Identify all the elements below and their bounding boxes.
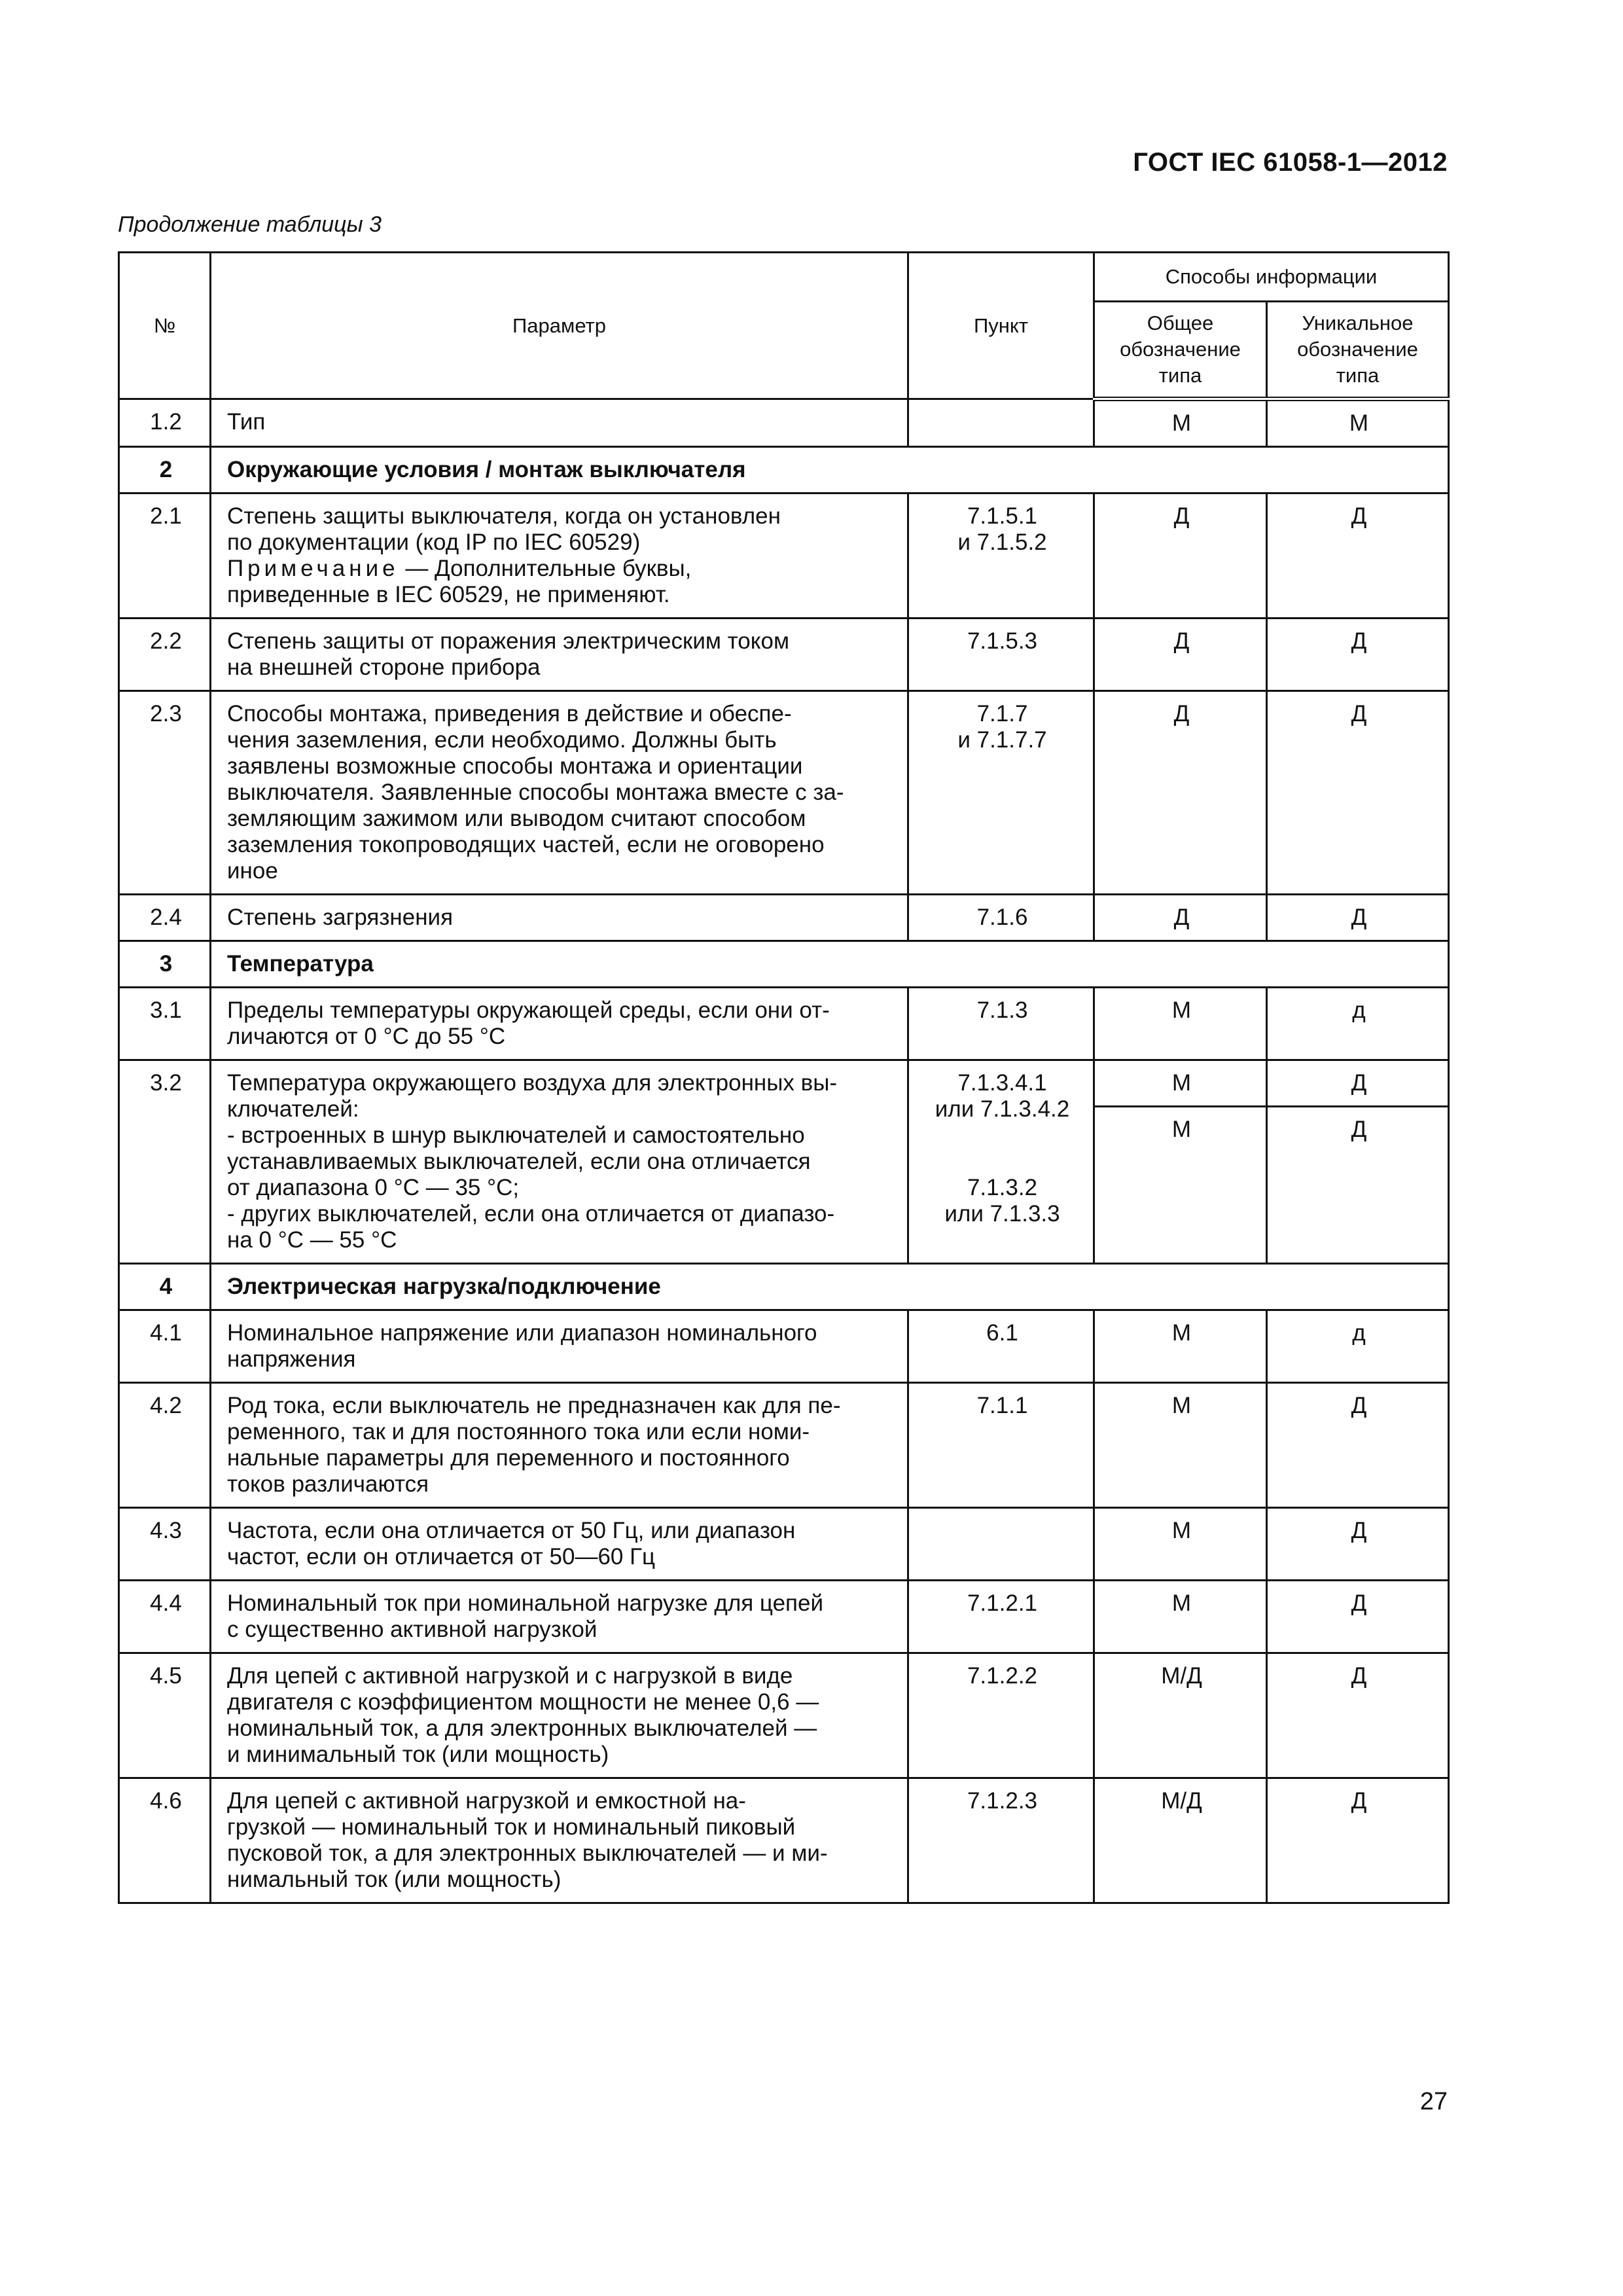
section-number: 2 <box>119 447 211 493</box>
row-general: М <box>1094 1508 1267 1581</box>
header-parameter: Параметр <box>211 253 908 399</box>
section-number: 4 <box>119 1264 211 1310</box>
row-unique: Д <box>1267 619 1449 691</box>
row-clause: 7.1.2.1 <box>908 1581 1094 1653</box>
row-unique: Д <box>1267 493 1449 619</box>
row-unique: Д <box>1267 1581 1449 1653</box>
table-row <box>119 619 1449 691</box>
row-parameter: Степень загрязнения <box>211 895 908 941</box>
section-row <box>119 447 1449 493</box>
row-parameter: Температура окружающего воздуха для электронных вы- ключателей: - встроенных в шнур выключателей и самостоятельно устанавливаемых выключателей, если она отличается от диапазона 0 °С — 35 °С; - других выключателей, если она отличается от диапазо- на 0 °С — 55 °С <box>211 1060 908 1264</box>
row-unique: д <box>1267 988 1449 1060</box>
row-unique: д <box>1267 1310 1449 1383</box>
info-table <box>118 251 1450 1904</box>
row-general: М <box>1094 399 1267 447</box>
row-clause: 7.1.5.3 <box>908 619 1094 691</box>
row-clause: 7.1.2.3 <box>908 1778 1094 1903</box>
row-general: М <box>1094 1107 1267 1264</box>
row-unique: Д <box>1267 1383 1449 1508</box>
row-general: М <box>1094 1310 1267 1383</box>
row-general: М <box>1094 1581 1267 1653</box>
table-row <box>119 988 1449 1060</box>
row-unique: Д <box>1267 1107 1449 1264</box>
row-parameter: Тип <box>211 399 908 447</box>
table-row <box>119 1060 1449 1107</box>
row-clause: 7.1.3.4.1 или 7.1.3.4.2 7.1.3.2 или 7.1.3.3 <box>908 1060 1094 1264</box>
row-parameter: Способы монтажа, приведения в действие и обеспе- чения заземления, если необходимо. Должны быть заявлены возможные способы монтажа и ориентации выключателя. Заявленные способы монтажа вместе с за- земляющим зажимом или выводом считают способом заземления токопроводящих частей, если не оговорено иное <box>211 691 908 895</box>
table-row <box>119 691 1449 895</box>
header-general-designation: Общее обозначение типа <box>1094 302 1267 399</box>
row-parameter: Степень защиты выключателя, когда он установлен по документации (код IP по IEC 60529) Примечание — Дополнительные буквы, приведенные в IEC 60529, не применяют. <box>211 493 908 619</box>
row-clause: 7.1.6 <box>908 895 1094 941</box>
row-number: 4.2 <box>119 1383 211 1508</box>
row-parameter: Для цепей с активной нагрузкой и емкостной на- грузкой — номинальный ток и номинальный пиковый пусковой ток, а для электронных выключателей — и ми- нимальный ток (или мощность) <box>211 1778 908 1903</box>
table-row <box>119 493 1449 619</box>
row-unique: Д <box>1267 1508 1449 1581</box>
row-number: 2.1 <box>119 493 211 619</box>
table-row <box>119 1310 1449 1383</box>
page-number: 27 <box>1419 2088 1448 2115</box>
row-general: Д <box>1094 691 1267 895</box>
row-unique: М <box>1267 399 1449 447</box>
row-number: 2.3 <box>119 691 211 895</box>
row-clause: 7.1.2.2 <box>908 1653 1094 1778</box>
row-unique: Д <box>1267 895 1449 941</box>
table-row <box>119 1508 1449 1581</box>
row-number: 3.2 <box>119 1060 211 1264</box>
row-number: 4.6 <box>119 1778 211 1903</box>
table-row <box>119 1653 1449 1778</box>
row-unique: Д <box>1267 1778 1449 1903</box>
row-parameter: Номинальный ток при номинальной нагрузке для цепей с существенно активной нагрузкой <box>211 1581 908 1653</box>
row-unique: Д <box>1267 1060 1449 1107</box>
row-parameter: Пределы температуры окружающей среды, если они от- личаются от 0 °С до 55 °С <box>211 988 908 1060</box>
row-general: М <box>1094 988 1267 1060</box>
table-row <box>119 895 1449 941</box>
row-parameter: Частота, если она отличается от 50 Гц, или диапазон частот, если он отличается от 50—60 Гц <box>211 1508 908 1581</box>
row-number: 4.5 <box>119 1653 211 1778</box>
row-number: 4.3 <box>119 1508 211 1581</box>
row-number: 4.1 <box>119 1310 211 1383</box>
row-clause: 7.1.5.1 и 7.1.5.2 <box>908 493 1094 619</box>
row-clause: 6.1 <box>908 1310 1094 1383</box>
table-row <box>119 1383 1449 1508</box>
row-parameter: Род тока, если выключатель не предназначен как для пе- ременного, так и для постоянного тока или если номи- нальные параметры для переменного и постоянного токов различаются <box>211 1383 908 1508</box>
section-row <box>119 1264 1449 1310</box>
section-title: Окружающие условия / монтаж выключателя <box>211 447 1449 493</box>
row-general: М <box>1094 1383 1267 1508</box>
header-no: № <box>119 253 211 399</box>
row-number: 3.1 <box>119 988 211 1060</box>
row-general: Д <box>1094 619 1267 691</box>
table-row <box>119 399 1449 447</box>
row-general: Д <box>1094 493 1267 619</box>
row-number: 1.2 <box>119 399 211 447</box>
row-parameter: Для цепей с активной нагрузкой и с нагрузкой в виде двигателя с коэффициентом мощности не менее 0,6 — номинальный ток, а для электронных выключателей — и минимальный ток (или мощность) <box>211 1653 908 1778</box>
row-unique: Д <box>1267 691 1449 895</box>
row-number: 2.2 <box>119 619 211 691</box>
header-unique-designation: Уникальное обозначение типа <box>1267 302 1449 399</box>
document-header: ГОСТ IEC 61058-1—2012 <box>1133 148 1448 177</box>
header-info-methods: Способы информации <box>1094 253 1449 302</box>
row-unique: Д <box>1267 1653 1449 1778</box>
row-clause: 7.1.3 <box>908 988 1094 1060</box>
section-row <box>119 941 1449 988</box>
section-number: 3 <box>119 941 211 988</box>
row-clause: 7.1.1 <box>908 1383 1094 1508</box>
header-clause: Пункт <box>908 253 1094 399</box>
row-clause <box>908 1508 1094 1581</box>
row-number: 2.4 <box>119 895 211 941</box>
section-title: Температура <box>211 941 1449 988</box>
row-clause <box>908 399 1094 447</box>
row-parameter: Степень защиты от поражения электрическим током на внешней стороне прибора <box>211 619 908 691</box>
table-row <box>119 1778 1449 1903</box>
row-number: 4.4 <box>119 1581 211 1653</box>
row-general: М/Д <box>1094 1653 1267 1778</box>
row-general: М/Д <box>1094 1778 1267 1903</box>
row-clause: 7.1.7 и 7.1.7.7 <box>908 691 1094 895</box>
table-row <box>119 1581 1449 1653</box>
row-parameter: Номинальное напряжение или диапазон номинального напряжения <box>211 1310 908 1383</box>
table-caption: Продолжение таблицы 3 <box>118 212 382 237</box>
section-title: Электрическая нагрузка/подключение <box>211 1264 1449 1310</box>
row-general: М <box>1094 1060 1267 1107</box>
note-line: Примечание — Дополнительные буквы, <box>227 556 692 581</box>
note-label: Примечание <box>227 556 399 581</box>
row-general: Д <box>1094 895 1267 941</box>
